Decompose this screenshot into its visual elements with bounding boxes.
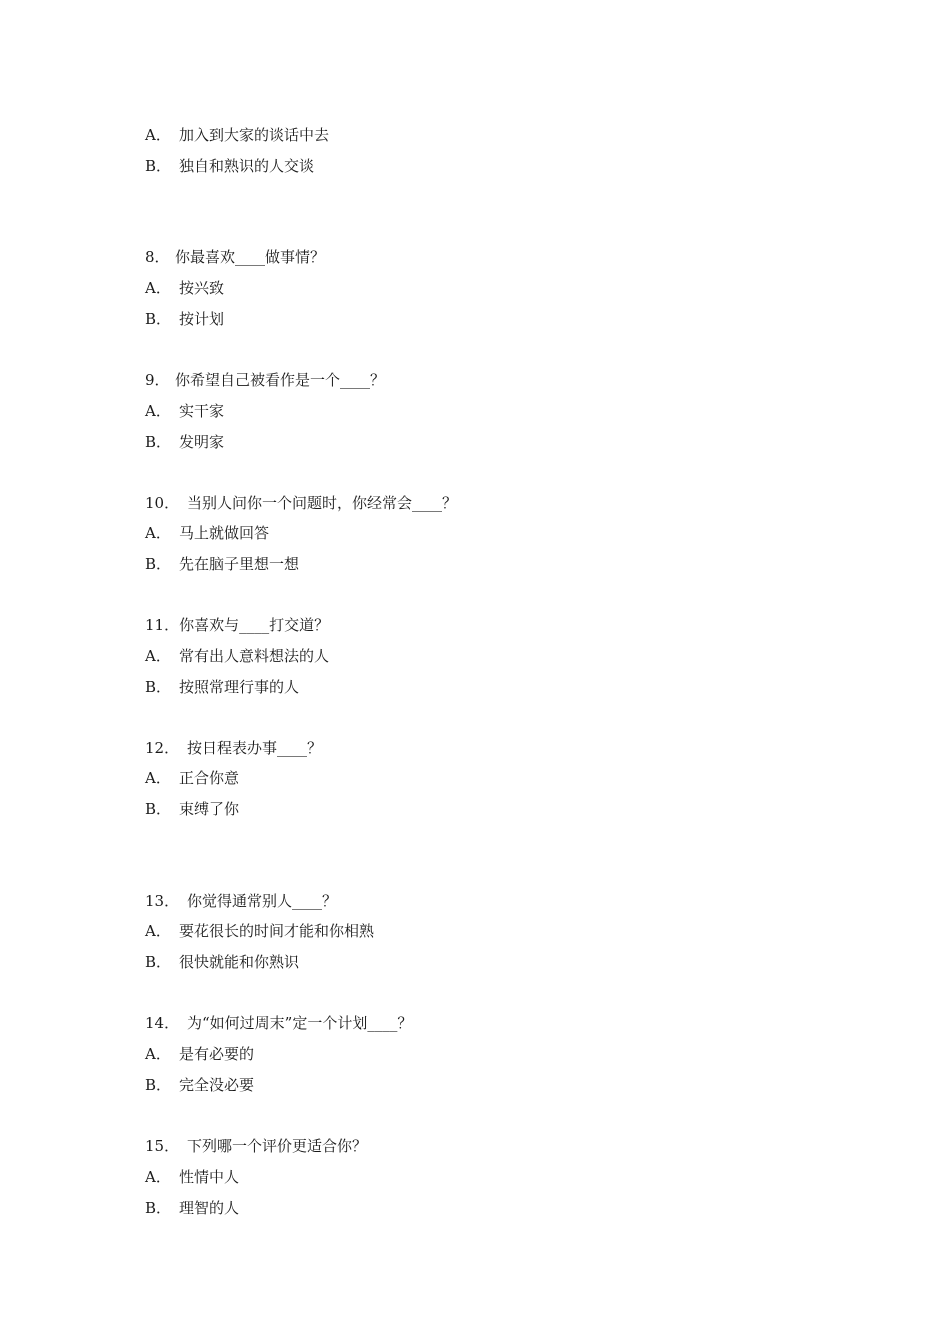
question-line (145, 890, 337, 912)
question-text: 按日程表办事____？ (187, 739, 323, 757)
option-text: 发明家 (179, 433, 225, 451)
option-letter: A． (145, 1168, 171, 1186)
question-number: 14． (145, 1014, 180, 1032)
option-text: 独自和熟识的人交谈 (179, 157, 315, 175)
option-letter: B． (145, 1199, 172, 1217)
question-text: 当别人问你一个问题时，你经常会____？ (187, 494, 458, 512)
option-line (145, 400, 224, 422)
option-line (145, 1166, 239, 1188)
option-text: 马上就做回答 (179, 524, 270, 542)
option-letter: B． (145, 555, 172, 573)
option-letter: A． (145, 126, 171, 144)
question-number: 13． (145, 892, 180, 910)
option-text: 正合你意 (179, 769, 240, 787)
option-text: 先在脑子里想一想 (179, 555, 300, 573)
question-line (145, 614, 329, 636)
option-text: 是有必要的 (179, 1045, 255, 1063)
option-text: 按计划 (179, 310, 225, 328)
option-text: 实干家 (179, 402, 225, 420)
option-text: 常有出人意料想法的人 (179, 647, 330, 665)
option-line (145, 553, 299, 575)
option-text: 性情中人 (179, 1168, 240, 1186)
option-letter: B． (145, 953, 172, 971)
question-number: 9． (145, 371, 170, 389)
question-line (145, 737, 322, 759)
option-line (145, 277, 224, 299)
option-line (145, 1197, 239, 1219)
option-letter: B． (145, 678, 172, 696)
option-letter: B． (145, 800, 172, 818)
question-line (145, 246, 325, 268)
question-line (145, 1135, 367, 1157)
option-letter: A． (145, 524, 171, 542)
question-text: 你希望自己被看作是一个____？ (175, 371, 386, 389)
option-line (145, 522, 269, 544)
option-line (145, 676, 299, 698)
option-text: 加入到大家的谈话中去 (179, 126, 330, 144)
option-line (145, 798, 239, 820)
option-line (145, 1074, 254, 1096)
option-letter: A． (145, 402, 171, 420)
option-text: 按兴致 (179, 279, 225, 297)
option-text: 理智的人 (179, 1199, 240, 1217)
option-letter: B． (145, 433, 172, 451)
option-letter: A． (145, 1045, 171, 1063)
option-text: 束缚了你 (179, 800, 240, 818)
option-text: 完全没必要 (179, 1076, 255, 1094)
question-text: 你喜欢与____打交道？ (179, 616, 330, 634)
question-line (145, 369, 385, 391)
option-letter: A． (145, 922, 171, 940)
question-number: 11． (145, 616, 180, 634)
option-line (145, 155, 314, 177)
question-line (145, 492, 457, 514)
option-letter: B． (145, 1076, 172, 1094)
option-letter: A． (145, 769, 171, 787)
question-number: 8． (145, 248, 170, 266)
option-line (145, 124, 329, 146)
question-number: 12． (145, 739, 180, 757)
option-letter: A． (145, 647, 171, 665)
option-line (145, 308, 224, 330)
option-line (145, 645, 329, 667)
question-line (145, 1012, 412, 1034)
option-letter: B． (145, 310, 172, 328)
option-letter: A． (145, 279, 171, 297)
option-text: 很快就能和你熟识 (179, 953, 300, 971)
option-line (145, 431, 224, 453)
option-text: 按照常理行事的人 (179, 678, 300, 696)
question-number: 15． (145, 1137, 180, 1155)
question-text: 你觉得通常别人____？ (187, 892, 338, 910)
question-number: 10． (145, 494, 180, 512)
option-text: 要花很长的时间才能和你相熟 (179, 922, 375, 940)
question-text: 为“如何过周末”定一个计划____？ (187, 1014, 413, 1032)
question-text: 你最喜欢____做事情？ (175, 248, 326, 266)
option-line (145, 951, 299, 973)
option-line (145, 1043, 254, 1065)
question-text: 下列哪一个评价更适合你？ (187, 1137, 368, 1155)
option-letter: B． (145, 157, 172, 175)
option-line (145, 920, 374, 942)
option-line (145, 767, 239, 789)
